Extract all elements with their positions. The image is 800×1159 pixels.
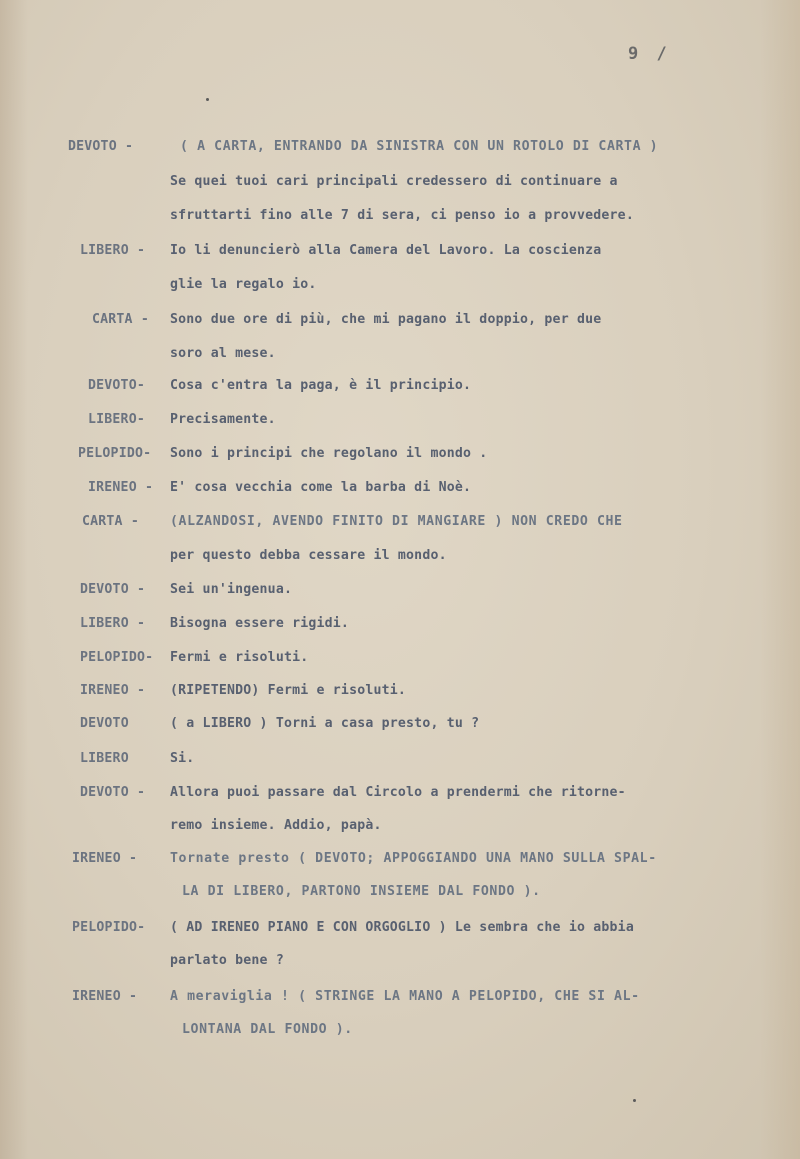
speaker-name: LIBERO- [88,412,145,427]
dialogue-text: glie la regalo io. [170,277,317,292]
paper-edge-shadow-right [760,0,800,1159]
dialogue-text: Sei un'ingenua. [170,582,293,597]
speaker-name: DEVOTO - [80,785,146,800]
dialogue-text: Fermi e risoluti. [170,650,309,665]
stage-direction: ( A CARTA, ENTRANDO DA SINISTRA CON UN ROTOLO DI CARTA ) [180,139,659,154]
speaker-name: DEVOTO - [68,139,134,154]
speaker-name: DEVOTO - [80,582,146,597]
dialogue-text: Sono due ore di più, che mi pagano il doppio, per due [170,312,602,327]
dialogue-text: per questo debba cessare il mondo. [170,548,447,563]
dialogue-text: (RIPETENDO) Fermi e risoluti. [170,683,407,698]
dialogue-text: soro al mese. [170,346,276,361]
dialogue-text: Io li denuncierò alla Camera del Lavoro. La coscienza [170,243,602,258]
speaker-name: DEVOTO [80,716,129,731]
speaker-name: LIBERO - [80,243,146,258]
dialogue-text: Bisogna essere rigidi. [170,616,350,631]
dialogue-text: parlato bene ? [170,953,284,968]
stage-direction: A meraviglia ! ( STRINGE LA MANO A PELOPIDO, CHE SI AL- [170,989,640,1004]
speaker-name: DEVOTO- [88,378,145,393]
stage-direction: LA DI LIBERO, PARTONO INSIEME DAL FONDO ). [182,884,541,899]
dialogue-text: Sono i principi che regolano il mondo . [170,446,488,461]
speaker-name: CARTA - [82,514,139,529]
stage-direction: Tornate presto ( DEVOTO; APPOGGIANDO UNA MANO SULLA SPAL- [170,851,657,866]
dialogue-text: Si. [170,751,195,766]
speaker-name: PELOPIDO- [80,650,154,665]
dialogue-text: Precisamente. [170,412,276,427]
speaker-name: PELOPIDO- [72,920,146,935]
dialogue-text: ( AD IRENEO PIANO E CON ORGOGLIO ) Le sembra che io abbia [170,920,634,935]
speaker-name: IRENEO - [72,989,138,1004]
stage-direction: (ALZANDOSI, AVENDO FINITO DI MANGIARE ) NON CREDO CHE [170,514,623,529]
paper-edge-shadow-left [0,0,28,1159]
speaker-name: IRENEO - [88,480,154,495]
dialogue-text: sfruttarti fino alle 7 di sera, ci penso io a provvedere. [170,208,634,223]
dialogue-text: Cosa c'entra la paga, è il principio. [170,378,472,393]
paper-speck [206,98,209,101]
speaker-name: IRENEO - [72,851,138,866]
dialogue-text: remo insieme. Addio, papà. [170,818,382,833]
speaker-name: IRENEO - [80,683,146,698]
paper-speck [633,1099,636,1102]
page-number: 9 / [628,44,671,64]
dialogue-text: Se quei tuoi cari principali credessero di continuare a [170,174,618,189]
dialogue-text: ( a LIBERO ) Torni a casa presto, tu ? [170,716,480,731]
dialogue-text: Allora puoi passare dal Circolo a prendermi che ritorne- [170,785,626,800]
speaker-name: CARTA - [92,312,149,327]
speaker-name: LIBERO [80,751,129,766]
dialogue-text: E' cosa vecchia come la barba di Noè. [170,480,472,495]
speaker-name: LIBERO - [80,616,146,631]
speaker-name: PELOPIDO- [78,446,152,461]
stage-direction: LONTANA DAL FONDO ). [182,1022,353,1037]
